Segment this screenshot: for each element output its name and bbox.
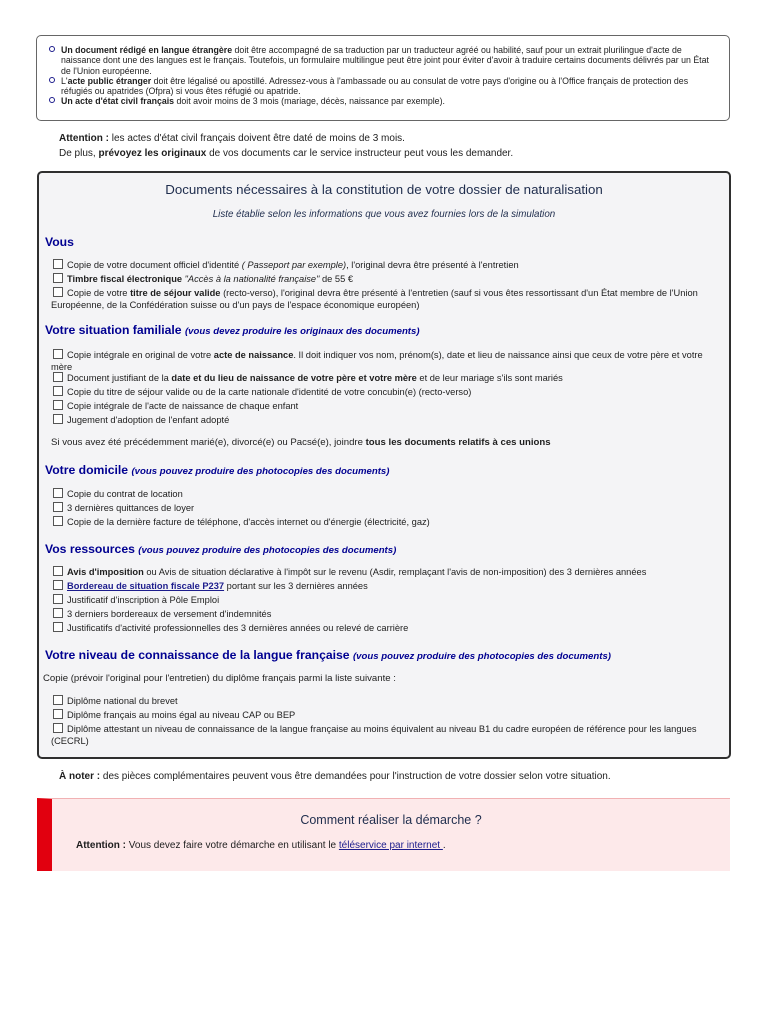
- checklist-item: Copie du contrat de location: [53, 488, 183, 500]
- teleservice-link[interactable]: téléservice par internet: [338, 840, 443, 851]
- checkbox[interactable]: [53, 566, 63, 576]
- checklist-item: Copie de votre document officiel d'identité ( Passeport par exemple), l'original devra être présenté à l'entretien: [53, 259, 519, 271]
- section-heading-ressources: Vos ressources (vous pouvez produire des photocopies des documents): [45, 542, 397, 556]
- checkbox[interactable]: [53, 414, 63, 424]
- checkbox[interactable]: [53, 488, 63, 498]
- checklist-item: 3 dernières quittances de loyer: [53, 502, 194, 514]
- bullet-icon: [49, 97, 55, 103]
- checklist-item: Copie intégrale en original de votre acte de naissance. Il doit indiquer vos nom, prénom(s), date et lieu de naissance ainsi que ceux de votre père et votre mère: [51, 350, 703, 372]
- demarche-box: [37, 798, 730, 871]
- checklist-item: Document justifiant de la date et du lieu de naissance de votre père et votre mère et de leur mariage s'ils sont mariés: [53, 372, 563, 384]
- checkbox[interactable]: [53, 259, 63, 269]
- page-subtitle: Liste établie selon les informations que vous avez fournies lors de la simulation: [212, 209, 556, 220]
- demarche-text: Attention : Vous devez faire votre démarche en utilisant le téléservice par internet .: [76, 840, 446, 851]
- documents-box: [37, 171, 731, 759]
- a-noter-note: À noter : des pièces complémentaires peuvent vous être demandées pour l'instruction de votre dossier selon votre situation.: [59, 771, 611, 782]
- unions-note: Si vous avez été précédemment marié(e), divorcé(e) ou Pacsé(e), joindre tous les documents relatifs à ces unions: [51, 437, 551, 448]
- section-heading-famille: Votre situation familiale (vous devez produire les originaux des documents): [45, 323, 420, 337]
- checkbox[interactable]: [53, 580, 63, 590]
- checkbox[interactable]: [53, 516, 63, 526]
- section-heading-domicile: Votre domicile (vous pouvez produire des photocopies des documents): [45, 463, 390, 477]
- checklist-item: Bordereau de situation fiscale P237 portant sur les 3 dernières années: [53, 580, 368, 592]
- info-item: Un acte d'état civil français doit avoir moins de 3 mois (mariage, décès, naissance par exemple).: [49, 96, 719, 106]
- bullet-icon: [49, 77, 55, 83]
- bullet-icon: [49, 46, 55, 52]
- checklist-item: 3 derniers bordereaux de versement d'indemnités: [53, 608, 271, 620]
- checklist-item: Justificatifs d'activité professionnelles des 3 dernières années ou relevé de carrière: [53, 622, 408, 634]
- checklist-item: Copie intégrale de l'acte de naissance de chaque enfant: [53, 400, 298, 412]
- checklist-item: Timbre fiscal électronique "Accès à la nationalité française" de 55 €: [53, 273, 353, 285]
- bordereau-p237-link[interactable]: Bordereau de situation fiscale P237: [67, 581, 225, 591]
- checklist-item: Diplôme national du brevet: [53, 695, 178, 707]
- checkbox[interactable]: [53, 723, 63, 733]
- originals-note: De plus, prévoyez les originaux de vos documents car le service instructeur peut vous les demander.: [59, 148, 514, 159]
- demarche-title: Comment réaliser la démarche ?: [300, 813, 482, 827]
- checklist-item: Copie du titre de séjour valide ou de la carte nationale d'identité de votre concubin(e) (recto-verso): [53, 386, 471, 398]
- checkbox[interactable]: [53, 594, 63, 604]
- checkbox[interactable]: [53, 695, 63, 705]
- langue-intro: Copie (prévoir l'original pour l'entretien) du diplôme français parmi la liste suivante :: [43, 673, 396, 684]
- checklist-item: Justificatif d'inscription à Pôle Emploi: [53, 594, 219, 606]
- checkbox[interactable]: [53, 400, 63, 410]
- section-heading-langue: Votre niveau de connaissance de la langue française (vous pouvez produire des photocopies des documents): [45, 648, 611, 662]
- checklist-item: Diplôme français au moins égal au niveau CAP ou BEP: [53, 709, 295, 721]
- info-item: L'acte public étranger doit être légalisé ou apostillé. Adressez-vous à l'ambassade ou au consulat de votre pays d'origine ou à l'Office français de protection des réfugiés ou apatrides (Ofpra) si vous êtes réfugié ou apatride.: [49, 76, 719, 97]
- checkbox[interactable]: [53, 386, 63, 396]
- checklist-item: Copie de votre titre de séjour valide (recto-verso), l'original devra être présenté à l'entretien (sauf si vous êtes ressortissant d'un État membre de l'Union Européenne, de la Confédération suisse ou d'un pays de l'espace économique européen): [51, 288, 698, 310]
- checklist-item: Diplôme attestant un niveau de connaissance de la langue française au moins équivalent au niveau B1 du cadre européen de référence pour les langues (CECRL): [51, 724, 697, 746]
- checkbox[interactable]: [53, 349, 63, 359]
- checklist-item: Copie de la dernière facture de téléphone, d'accès internet ou d'énergie (électricité, gaz): [53, 516, 430, 528]
- checkbox[interactable]: [53, 273, 63, 283]
- checkbox[interactable]: [53, 709, 63, 719]
- info-box: [36, 35, 730, 121]
- section-heading-vous: Vous: [45, 235, 74, 249]
- attention-note: Attention : les actes d'état civil français doivent être daté de moins de 3 mois.: [59, 133, 405, 144]
- checkbox[interactable]: [53, 502, 63, 512]
- checkbox[interactable]: [53, 608, 63, 618]
- page-title: Documents nécessaires à la constitution de votre dossier de naturalisation: [165, 182, 603, 197]
- checkbox[interactable]: [53, 622, 63, 632]
- checkbox[interactable]: [53, 287, 63, 297]
- checklist-item: Avis d'imposition ou Avis de situation déclarative à l'impôt sur le revenu (Asdir, remplaçant l'avis de non-imposition) des 3 dernières années: [53, 566, 646, 578]
- checkbox[interactable]: [53, 372, 63, 382]
- info-item: Un document rédigé en langue étrangère doit être accompagné de sa traduction par un traducteur agréé ou habilité, sauf pour un extrait plurilingue d'acte de naissance dont une des langues est le français. Toutefois, un formulaire multilingue peut être joint pour éviter d'avoir à traduire certains documents délivrés par un État de l'Union européenne.: [49, 45, 719, 76]
- checklist-item: Jugement d'adoption de l'enfant adopté: [53, 414, 229, 426]
